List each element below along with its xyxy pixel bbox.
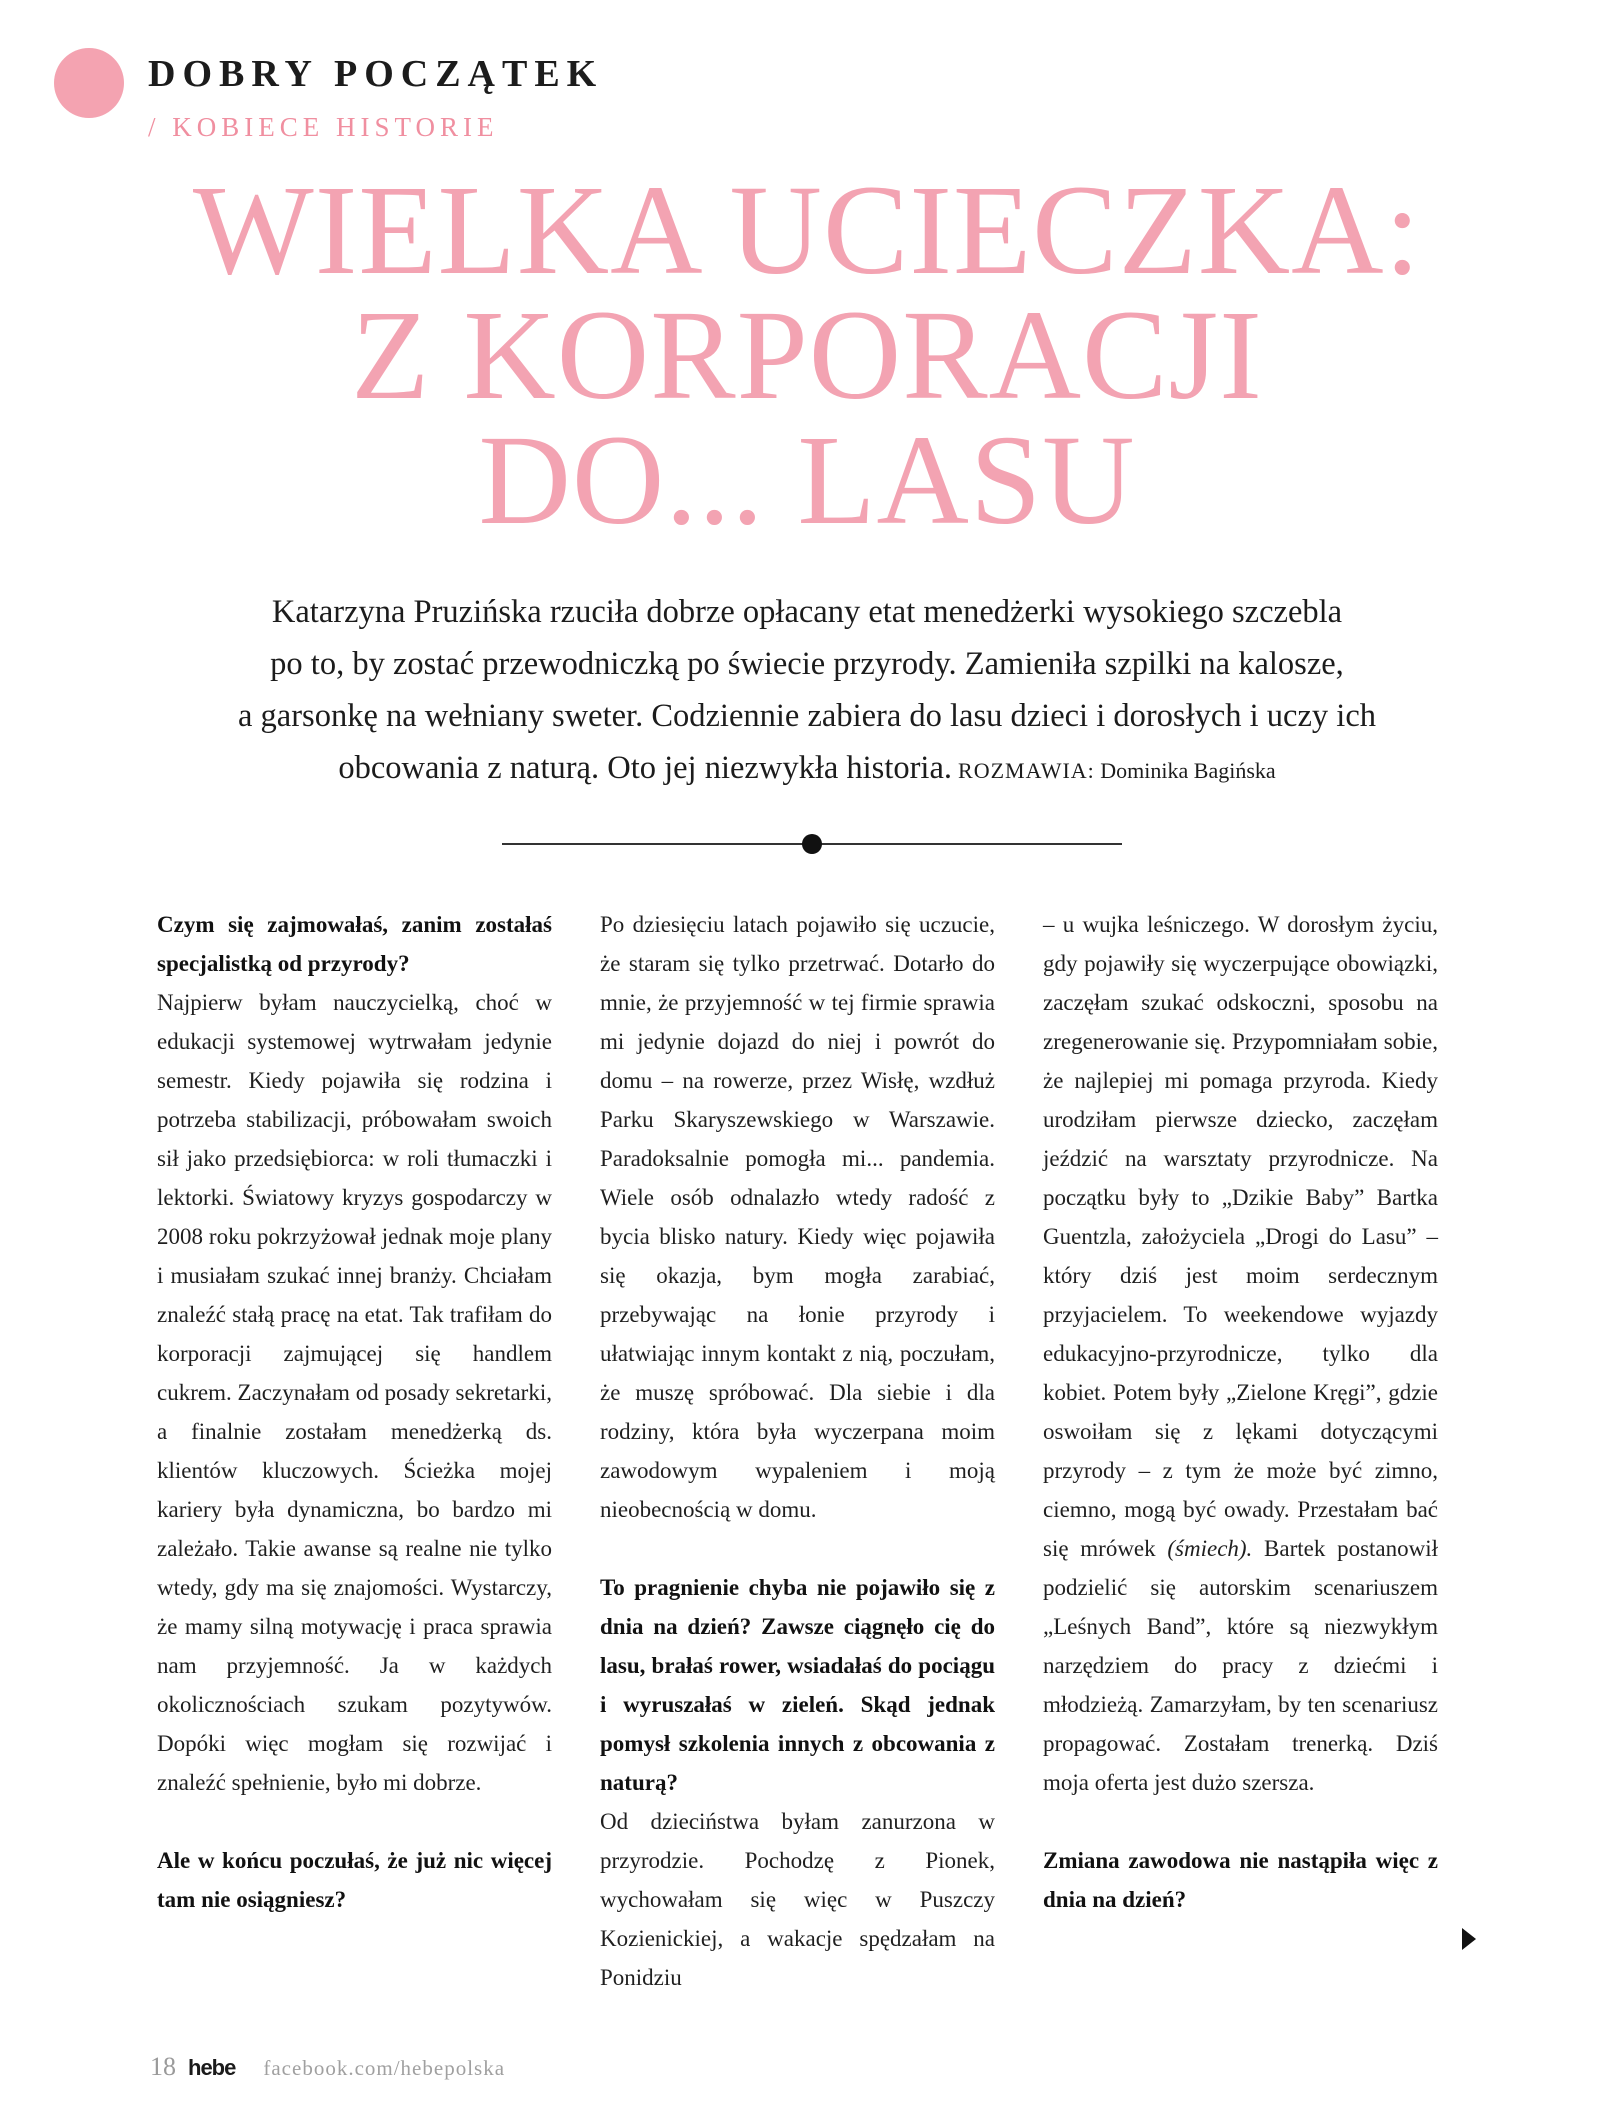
interview-answer: Od dzieciństwa byłam zanurzona w przyrodzie. Pochodzę z Pionek, wychowałam się więc w Puszczy Kozienickiej, a wakacje spędzałam na Ponidziu	[600, 1809, 995, 1990]
continue-arrow-icon	[1462, 1928, 1476, 1950]
brand-logo: hebe	[188, 2055, 236, 2080]
interview-question: Czym się zajmowałaś, zanim zostałaś specjalistką od przyrody?	[157, 912, 552, 976]
page-number: 18	[150, 2052, 176, 2081]
byline-name: Dominika Bagińska	[1100, 758, 1276, 783]
headline-line: WIELKA UCIECZKA:	[192, 159, 1422, 301]
interview-answer: Po dziesięciu latach pojawiło się uczucie, że staram się tylko przetrwać. Dotarło do mnie, że przyjemność w tej firmie sprawia mi jedynie dojazd do niej i powrót do domu – na rowerze, przez Wisłę, wzdłuż Parku Skaryszewskiego w Warszawie. Paradoksalnie pomogła mi... pandemia. Wiele osób odnalazło wtedy radość z bycia blisko natury. Kiedy więc pojawiła się okazja, bym mogła zarabiać, przebywając na łonie przyrody i ułatwiając innym kontakt z nią, poczułam, że muszę spróbować. Dla siebie i dla rodziny, która była wyczerpana moim zawodowym wypaleniem i moją nieobecnością w domu.	[600, 912, 995, 1522]
article-lead	[160, 586, 1454, 797]
section-dot-icon	[54, 48, 124, 118]
interview-question: To pragnienie chyba nie pojawiło się z dnia na dzień? Zawsze ciągnęło cię do lasu, brałaś rower, wsiadałaś do pociągu i wyruszałaś w zieleń. Skąd jednak pomysł szkolenia innych z obcowania z naturą?	[600, 1575, 995, 1795]
article-column-2	[600, 905, 995, 1997]
interview-question: Ale w końcu poczułaś, że już nic więcej tam nie osiągniesz?	[157, 1848, 552, 1912]
article-column-3	[1043, 905, 1438, 1919]
footer-url: facebook.com/hebepolska	[263, 2056, 506, 2080]
lead-line: po to, by zostać przewodniczką po świecie przyrody. Zamieniła szpilki na kalosze,	[270, 646, 1344, 682]
divider-dot-icon	[802, 834, 822, 854]
page-footer	[150, 2052, 505, 2084]
headline-line: Z KORPORACJI	[351, 284, 1263, 426]
answer-text: – u wujka leśniczego. W dorosłym życiu, gdy pojawiły się wyczerpujące obowiązki, zaczęłam szukać odskoczni, sposobu na zregenerowanie się. Przypomniałam sobie, że najlepiej mi pomaga przyroda. Kiedy urodziłam pierwsze dziecko, zaczęłam jeździć na warsztaty przyrodnicze. Na początku były to „Dzikie Baby” Bartka Guentzla, założyciela „Drogi do Lasu” – który dziś jest moim serdecznym przyjacielem. To weekendowe wyjazdy edukacyjno-przyrodnicze, tylko dla kobiet. Potem były „Zielone Kręgi”, gdzie oswoiłam się z lękami dotyczącymi przyrody – z tym że może być zimno, ciemno, mogą być owady. Przestałam bać się mrówek	[1043, 912, 1438, 1561]
byline	[958, 758, 1276, 783]
lead-line: obcowania z naturą. Oto jej niezwykła historia.	[338, 750, 953, 786]
interview-answer	[1043, 905, 1438, 1802]
lead-last-line	[160, 742, 1454, 797]
interview-question: Zmiana zawodowa nie nastąpiła więc z dnia na dzień?	[1043, 1848, 1438, 1912]
answer-text: Bartek postanowił podzielić się autorskim scenariuszem „Leśnych Band”, które są niezwykłym narzędziem do pracy z dziećmi i młodzieżą. Zamarzyłam, by ten scenariusz propagować. Zostałam trenerką. Dziś moja oferta jest dużo szersza.	[1043, 1536, 1439, 1795]
interview-answer: Najpierw byłam nauczycielką, choć w edukacji systemowej wytrwałam jedynie semestr. Kiedy pojawiła się rodzina i potrzeba stabilizacji, próbowałam swoich sił jako przedsiębiorca: w roli tłumaczki i lektorki. Światowy kryzys gospodarczy w 2008 roku pokrzyżował jednak moje plany i musiałam szukać innej branży. Chciałam znaleźć stałą pracę na etat. Tak trafiłam do korporacji zajmującej się handlem cukrem. Zaczynałam od posady sekretarki, a finalnie zostałam menedżerką ds. klientów kluczowych. Ścieżka mojej kariery była dynamiczna, bo bardzo mi zależało. Takie awanse są realne nie tylko wtedy, gdy ma się znajomości. Wystarczy, że mamy silną motywację i praca sprawia nam przyjemność. Ja w każdych okolicznościach szukam pozytywów. Dopóki więc mogłam się rozwijać i znaleźć spełnienie, było mi dobrze.	[157, 990, 552, 1795]
answer-aside: (śmiech).	[1167, 1536, 1253, 1561]
lead-line: Katarzyna Pruzińska rzuciła dobrze opłacany etat menedżerki wysokiego szczebla	[271, 594, 1343, 630]
section-subtitle: / KOBIECE HISTORIE	[148, 112, 499, 142]
section-title: DOBRY POCZĄTEK	[148, 53, 604, 95]
lead-line: a garsonkę na wełniany sweter. Codziennie zabiera do lasu dzieci i dorosłych i uczy ich	[238, 698, 1376, 734]
article-column-1	[157, 905, 552, 1919]
byline-label: ROZMAWIA:	[958, 758, 1095, 783]
headline-line: DO... LASU	[478, 409, 1136, 551]
article-headline	[0, 159, 1614, 551]
